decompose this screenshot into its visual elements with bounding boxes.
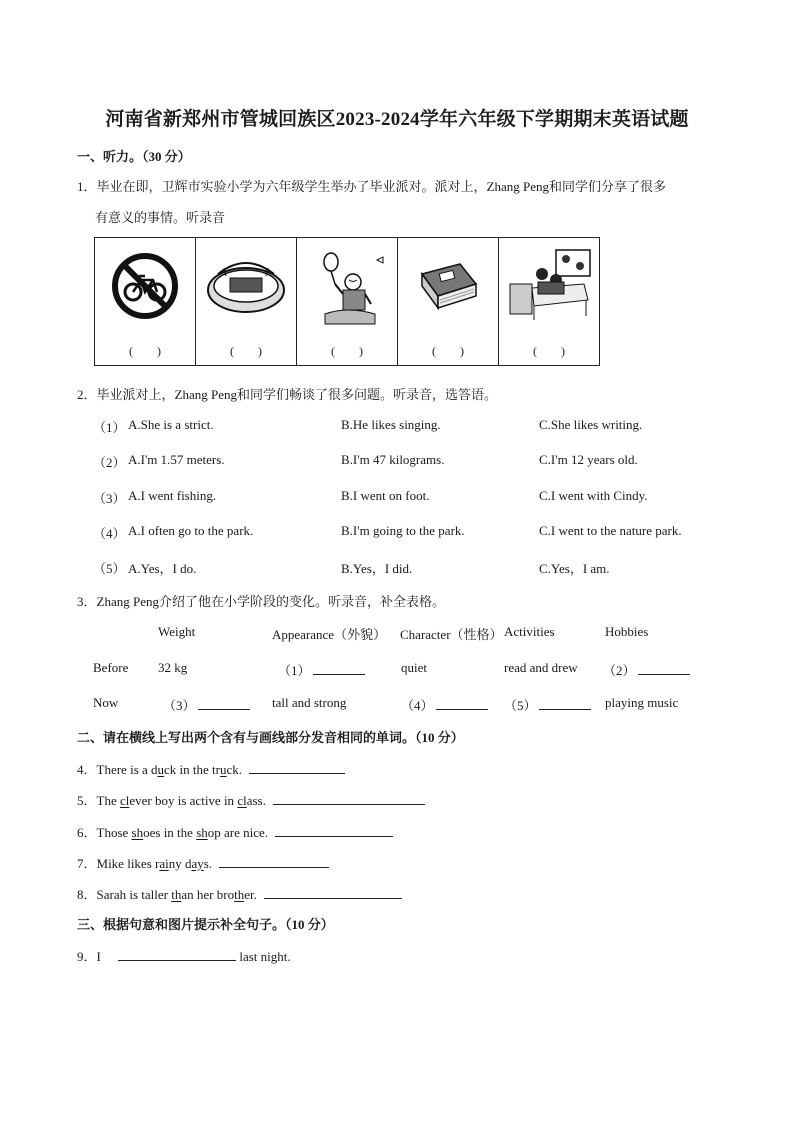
q7 [77, 853, 329, 872]
q7-text-2: ny d [168, 856, 192, 871]
q4-answer-blank[interactable] [249, 761, 345, 774]
blank-4-num: （4） [401, 698, 434, 713]
picture-cell-1 [95, 238, 196, 365]
q6-underlined-2: sh [196, 825, 208, 840]
q1-line1: 1．毕业在即，卫辉市实验小学为六年级学生举办了毕业派对。派对上，Zhang Peng和同学们分享了很多 [77, 179, 666, 194]
q3-prompt: 3．Zhang Peng介绍了他在小学阶段的变化。听录音，补全表格。 [77, 594, 445, 609]
stadium-icon [204, 244, 288, 324]
q8-text-1: Sarah is taller [96, 887, 172, 902]
q2-5-num: （5） [93, 561, 126, 576]
q2-1-num: （1） [93, 420, 126, 435]
blank-5-num: （5） [504, 698, 537, 713]
q4-num: 4． [77, 762, 97, 777]
q4-underlined-2: u [220, 762, 227, 777]
picture-cell-2 [196, 238, 297, 365]
before-hobbies-blank[interactable] [603, 660, 690, 679]
blank-5-line[interactable] [539, 697, 591, 710]
table-header-activities: Activities [504, 624, 555, 639]
blank-3-line[interactable] [198, 697, 250, 710]
q5-text-2: ever boy is active in [129, 793, 238, 808]
picture-answer-2[interactable]: ( ) [230, 344, 262, 358]
now-character-blank[interactable] [401, 695, 488, 714]
q9 [77, 946, 291, 965]
q5-underlined-1: cl [119, 793, 130, 808]
section1-heading: 一、听力。（30 分） [77, 149, 191, 164]
picture-cell-3 [297, 238, 398, 365]
q9-tail: last night. [239, 949, 291, 964]
q2-4-num: （4） [93, 526, 126, 541]
q6-text-3: op are nice. [207, 825, 269, 840]
q8-text-2: an her bro [181, 887, 235, 902]
q6-answer-blank[interactable] [275, 824, 393, 837]
q5-num: 5． [77, 793, 97, 808]
q4-text-1: There is a d [96, 762, 158, 777]
now-hobbies: playing music [605, 695, 679, 710]
q7-underlined-2: ay [191, 856, 204, 871]
before-character: quiet [401, 660, 427, 675]
q8-num: 8． [77, 887, 97, 902]
q2-1-option-b[interactable]: B.He likes singing. [341, 417, 441, 432]
q2-5-option-a[interactable]: A.Yes，I do. [128, 561, 197, 576]
q5-answer-blank[interactable] [273, 792, 425, 805]
q7-underlined-1: ai [159, 856, 169, 871]
q5 [77, 790, 425, 809]
picture-strip [94, 237, 600, 366]
q7-text-3: s. [203, 856, 213, 871]
q6-text-2: oes in the [143, 825, 197, 840]
q6-num: 6． [77, 825, 97, 840]
row-before-label: Before [93, 660, 129, 675]
q5-text-1: The [96, 793, 120, 808]
q2-2-option-c[interactable]: C.I'm 12 years old. [539, 452, 638, 467]
picture-answer-4[interactable]: ( ) [432, 344, 464, 358]
q4-text-2: ck in the tr [164, 762, 220, 777]
q5-text-3: ass. [246, 793, 266, 808]
before-appearance-blank[interactable] [278, 660, 365, 679]
q2-5-option-b[interactable]: B.Yes，I did. [341, 561, 413, 576]
picture-cell-4 [398, 238, 499, 365]
q2-2-option-a[interactable]: A.I'm 1.57 meters. [128, 452, 225, 467]
q7-text-1: Mike likes r [96, 856, 160, 871]
section2-heading: 二、请在横线上写出两个含有与画线部分发音相同的单词。（10 分） [77, 730, 464, 745]
blank-2-line[interactable] [638, 662, 690, 675]
q8-text-3: er. [244, 887, 257, 902]
table-header-weight: Weight [158, 624, 196, 639]
table-header-character: Character（性格） [400, 627, 503, 642]
q2-4-option-a[interactable]: A.I often go to the park. [128, 523, 254, 538]
q4-text-3: ck. [226, 762, 243, 777]
now-weight-blank[interactable] [163, 695, 250, 714]
picture-cell-5 [499, 238, 599, 365]
blank-4-line[interactable] [436, 697, 488, 710]
q8-answer-blank[interactable] [264, 886, 402, 899]
q2-5-option-c[interactable]: C.Yes，I am. [539, 561, 610, 576]
q4-underlined-1: u [157, 762, 165, 777]
picture-answer-1[interactable]: ( ) [129, 344, 161, 358]
q2-prompt: 2．毕业派对上，Zhang Peng和同学们畅谈了很多问题。听录音，选答语。 [77, 387, 497, 402]
q9-answer-blank[interactable] [118, 948, 236, 961]
q8-underlined-2: th [234, 887, 245, 902]
q4 [77, 759, 345, 778]
q2-4-option-b[interactable]: B.I'm going to the park. [341, 523, 465, 538]
q5-underlined-2: cl [237, 793, 247, 808]
classroom-icon [504, 244, 594, 326]
q2-3-option-c[interactable]: C.I went with Cindy. [539, 488, 648, 503]
table-header-hobbies: Hobbies [605, 624, 649, 639]
q1-line2: 有意义的事情。听录音 [95, 210, 226, 225]
picture-answer-5[interactable]: ( ) [533, 344, 565, 358]
before-activities: read and drew [504, 660, 578, 675]
q2-3-option-a[interactable]: A.I went fishing. [128, 488, 217, 503]
q2-1-option-a[interactable]: A.She is a strict. [128, 417, 214, 432]
picture-answer-3[interactable]: ( ) [331, 344, 363, 358]
book-icon [408, 244, 488, 324]
q6 [77, 822, 393, 841]
blank-1-num: （1） [278, 663, 311, 678]
table-header-appearance: Appearance（外貌） [272, 627, 387, 642]
q6-underlined-1: sh [131, 825, 144, 840]
q9-num: 9．I [77, 949, 101, 964]
q7-num: 7． [77, 856, 97, 871]
now-appearance: tall and strong [272, 695, 347, 710]
q7-answer-blank[interactable] [219, 855, 329, 868]
no-cycling-icon [105, 244, 185, 324]
blank-2-num: （2） [603, 663, 636, 678]
q8 [77, 884, 402, 903]
before-weight: 32 kg [158, 660, 188, 675]
page-title: 河南省新郑州市管城回族区2023-2024学年六年级下学期期末英语试题 [105, 109, 689, 130]
q2-1-option-c[interactable]: C.She likes writing. [539, 417, 643, 432]
blank-3-num: （3） [163, 698, 196, 713]
now-activities-blank[interactable] [504, 695, 591, 714]
q2-2-num: （2） [93, 455, 126, 470]
row-now-label: Now [93, 695, 119, 710]
section3-heading: 三、根据句意和图片提示补全句子。（10 分） [77, 917, 334, 932]
blank-1-line[interactable] [313, 662, 365, 675]
q2-3-option-b[interactable]: B.I went on foot. [341, 488, 430, 503]
q8-underlined-1: th [171, 887, 182, 902]
q2-4-option-c[interactable]: C.I went to the nature park. [539, 523, 682, 538]
q2-3-num: （3） [93, 491, 126, 506]
badminton-icon [305, 244, 389, 330]
q6-text-1: Those [96, 825, 132, 840]
q2-2-option-b[interactable]: B.I'm 47 kilograms. [341, 452, 445, 467]
